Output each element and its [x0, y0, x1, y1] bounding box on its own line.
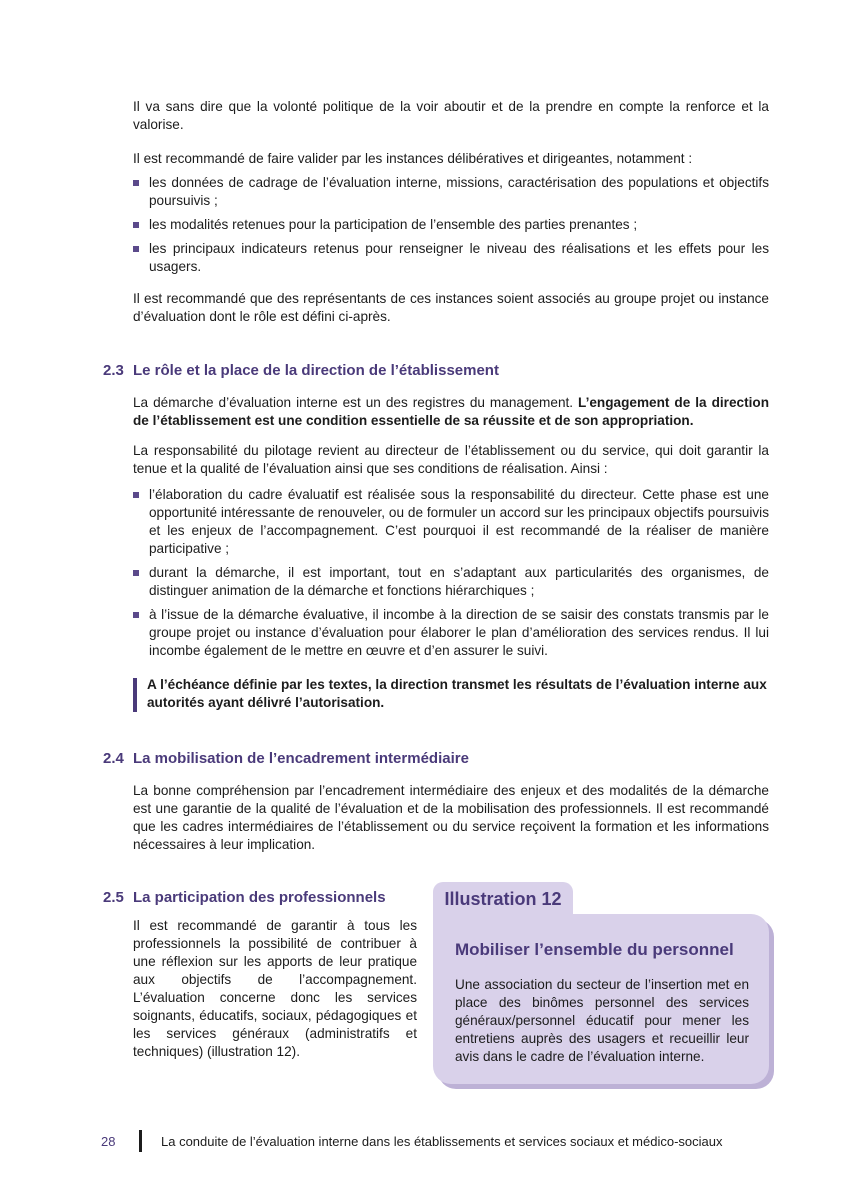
illustration-body: Une association du secteur de l’insertion met en place des binômes personnel des services généraux/personnel éducatif pour mener les entretiens auprès des usagers et recueillir leur avis dans le cadre de l’évaluation interne.	[455, 977, 749, 1064]
section-title: Le rôle et la place de la direction de l’établissement	[133, 362, 499, 379]
illustration-title: Mobiliser l’ensemble du personnel	[455, 940, 734, 959]
square-bullet-icon	[133, 612, 139, 618]
intro-paragraph-2: Il est recommandé de faire valider par les instances délibératives et dirigeantes, notamment :	[133, 151, 693, 166]
square-bullet-icon	[133, 180, 139, 186]
list-item: les données de cadrage de l’évaluation interne, missions, caractérisation des populations et objectifs poursuivis ;	[133, 174, 769, 210]
section-number: 2.3	[103, 362, 124, 379]
square-bullet-icon	[133, 246, 139, 252]
direction-bullet-list	[133, 486, 769, 666]
page-number: 28	[101, 1134, 116, 1149]
section-title: La mobilisation de l’encadrement intermédiaire	[133, 750, 469, 767]
callout-bar	[133, 678, 137, 712]
intro-paragraph-3: Il est recommandé que des représentants de ces instances soient associés au groupe projet ou instance d’évaluation dont le rôle est défini ci-après.	[133, 291, 769, 324]
section-2-3-paragraph-1: La démarche d’évaluation interne est un des registres du management. L’engagement de la direction de l’établissement est une condition essentielle de sa réussite et de son appropriation.	[133, 395, 769, 428]
list-item: les principaux indicateurs retenus pour renseigner le niveau des réalisations et les effets pour les usagers.	[133, 240, 769, 276]
section-heading-2-5	[103, 889, 386, 906]
list-item: les modalités retenues pour la participation de l’ensemble des parties prenantes ;	[133, 216, 769, 234]
section-number: 2.4	[103, 750, 124, 767]
section-heading-2-4	[103, 750, 469, 767]
illustration-tab: Illustration 12	[433, 882, 573, 916]
section-heading-2-3	[103, 362, 499, 379]
key-callout: A l’échéance définie par les textes, la direction transmet les résultats de l’évaluation interne aux autorités ayant délivré l’autorisation.	[133, 676, 769, 712]
square-bullet-icon	[133, 492, 139, 498]
square-bullet-icon	[133, 222, 139, 228]
list-item: l’élaboration du cadre évaluatif est réalisée sous la responsabilité du directeur. Cette phase est une opportunité intéressante de renouveler, ou de formuler un accord sur les principaux objectifs poursuivis et les enjeux de l’accompagnement. C’est pourquoi il est recommandé de la réaliser de manière participative ;	[133, 486, 769, 558]
list-item: durant la démarche, il est important, tout en s’adaptant aux particularités des organismes, de distinguer animation de la démarche et fonctions hiérarchiques ;	[133, 564, 769, 600]
section-2-3-paragraph-2: La responsabilité du pilotage revient au directeur de l’établissement ou du service, qui doit garantir la tenue et la qualité de l’évaluation ainsi que ses conditions de réalisation. Ainsi :	[133, 443, 769, 476]
footer-title: La conduite de l’évaluation interne dans les établissements et services sociaux et médico-sociaux	[161, 1134, 723, 1149]
validation-bullet-list	[133, 174, 769, 282]
footer-divider	[139, 1130, 142, 1152]
square-bullet-icon	[133, 570, 139, 576]
section-2-4-paragraph: La bonne compréhension par l’encadrement intermédiaire des enjeux et des modalités de la démarche est une garantie de la qualité de l’évaluation et de la mobilisation des professionnels. Il est recommandé que les cadres intermédiaires de l’établissement ou du service reçoivent la formation et les informations nécessaires à leur implication.	[133, 783, 769, 852]
intro-paragraph-1: Il va sans dire que la volonté politique de la voir aboutir et de la prendre en compte la renforce et la valorise.	[133, 99, 769, 132]
section-title: La participation des professionnels	[133, 889, 386, 906]
list-item: à l’issue de la démarche évaluative, il incombe à la direction de se saisir des constats transmis par le groupe projet ou instance d’évaluation pour élaborer le plan d’amélioration des services rendus. Il lui incombe également de le mettre en œuvre et d’en assurer le suivi.	[133, 606, 769, 660]
illustration-box	[433, 914, 769, 1084]
section-2-5-paragraph: Il est recommandé de garantir à tous les professionnels la possibilité de contribuer à une réflexion sur les apports de leur pratique aux objectifs de l’accompagnement. L’évaluation concerne donc les services soignants, éducatifs, sociaux, pédagogiques et les services généraux (administratifs et techniques) (illustration 12).	[133, 918, 417, 1059]
section-number: 2.5	[103, 889, 124, 906]
